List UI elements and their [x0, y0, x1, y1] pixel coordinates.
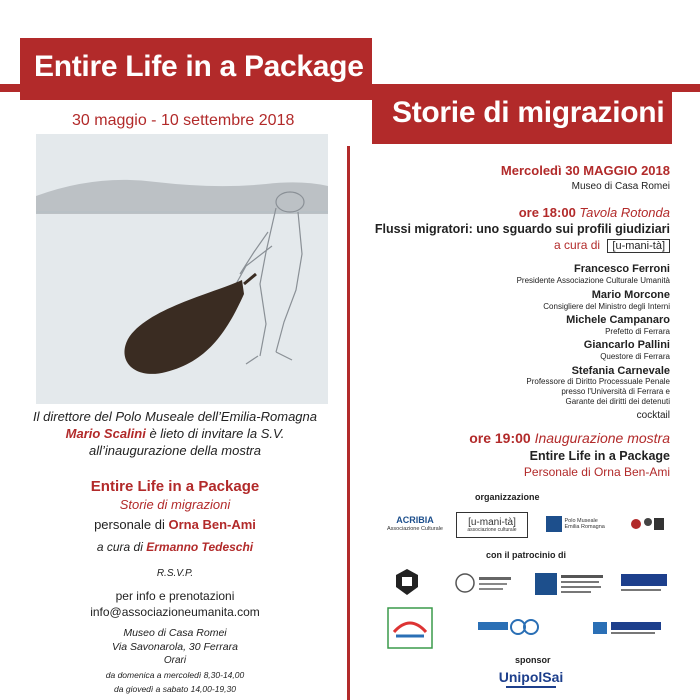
event2-sub [524, 465, 670, 479]
hours-line1: da domenica a mercoledì 8,30-14,00 [105, 670, 245, 680]
artwork-photo [36, 134, 328, 404]
program-location: Museo di Casa Romei [571, 181, 670, 192]
event2-header [469, 430, 670, 446]
invitation-line1: Il direttore del Polo Museale dell’Emilia-Romagna [33, 409, 317, 424]
speaker-5 [526, 365, 670, 407]
unipolsai-logo [498, 666, 564, 692]
speaker-name: Giancarlo Pallini [583, 339, 670, 351]
israele-70-icon [478, 616, 540, 638]
event1-curated-label: a cura di [554, 238, 601, 252]
venue-name: Museo di Casa Romei [123, 627, 227, 639]
speaker-role: Presidente Associazione Culturale Umanità [516, 276, 670, 285]
israele-logo [592, 618, 664, 638]
cocktail: cocktail [636, 410, 670, 421]
personale-prefix: personale di [94, 517, 169, 532]
program-date-text: Mercoledì 30 MAGGIO 2018 [500, 163, 670, 178]
israele-70-logo [478, 616, 540, 638]
subtitle: Storie di migrazioni [392, 96, 665, 129]
acribia-name: ACRIBIA [396, 515, 434, 526]
contact-info [10, 566, 340, 620]
acribia-logo [380, 512, 450, 536]
exhibition-dates: 30 maggio - 10 settembre 2018 [72, 112, 295, 129]
event2-time: ore 19:00 [469, 430, 531, 446]
invitation-line3: all’inaugurazione della mostra [89, 443, 261, 458]
casa-romei-logo [624, 512, 668, 536]
umanita-logo [456, 512, 528, 538]
event2-title: Entire Life in a Package [529, 449, 670, 463]
exhibition-subtitle: Storie di migrazioni [119, 497, 231, 512]
contact-email[interactable]: info@associazioneumanita.com [90, 605, 260, 619]
event1-type: Tavola Rotonda [575, 205, 670, 220]
event1-curated [554, 238, 670, 253]
event1-title: Flussi migratori: uno sguardo sui profili giudiziari [374, 222, 670, 236]
universita-ferrara-logo [450, 570, 516, 596]
speaker-role: Questore di Ferrara [600, 352, 670, 361]
polo-museale-icon [546, 516, 562, 532]
mibac-icon [619, 571, 669, 597]
speaker-name: Stefania Carnevale [571, 365, 670, 377]
unipolsai-name: UnipolSai [498, 669, 564, 686]
mibac-logo [618, 570, 670, 598]
casa-romei-icon [626, 512, 666, 536]
hours-label: Orari [163, 655, 187, 666]
curator-line [10, 538, 340, 556]
main-title: Entire Life in a Package [34, 50, 364, 83]
umanita-name: [u-mani-tà] [468, 516, 516, 528]
hours-line2: da giovedì a sabato 14,00-19,30 [114, 684, 236, 694]
info-label: per info e prenotazioni [115, 589, 235, 603]
speaker-role: Professore di Diritto Processuale Penale [526, 377, 670, 386]
organizzazione-label: organizzazione [475, 492, 540, 502]
exhibition-title: Entire Life in a Package [90, 478, 260, 495]
invitation-line2 [10, 425, 340, 442]
subtitle-box [372, 84, 672, 144]
speaker-2 [543, 290, 670, 312]
exhibition-artist-line [10, 516, 340, 534]
speaker-3 [566, 315, 670, 337]
title-banner [20, 38, 372, 100]
umanita-sub: associazione culturale [467, 526, 517, 533]
venue-info [10, 626, 340, 696]
speaker-4 [584, 340, 670, 362]
polo-museale-name: Polo Museale Emilia Romagna [564, 517, 605, 530]
speaker-name: Mario Morcone [591, 289, 670, 301]
speaker-name: Michele Campanaro [566, 314, 670, 326]
ministero-icon [533, 571, 607, 597]
curator-name: Ermanno Tedeschi [146, 540, 254, 554]
patrocinio-label: con il patrocinio di [486, 550, 567, 560]
speaker-role: Prefetto di Ferrara [605, 327, 670, 336]
comune-ferrara-logo [382, 566, 432, 598]
event2-type: Inaugurazione mostra [530, 430, 670, 446]
program-date [501, 163, 670, 178]
director-name: Mario Scalini [65, 426, 146, 441]
israele-icon [593, 619, 663, 637]
artist-name: Orna Ben-Ami [168, 517, 256, 532]
speaker-role-3: Garante dei diritti dei detenuti [565, 397, 670, 406]
venue-address: Via Savonarola, 30 Ferrara [112, 641, 238, 653]
comune-ferrara-icon [392, 567, 422, 597]
polo-museale-logo [542, 512, 612, 536]
ministero-beni-culturali-logo [532, 570, 608, 598]
event1-header [519, 205, 670, 220]
sponsor-label: sponsor [515, 655, 551, 665]
speaker-name: Francesco Ferroni [574, 263, 670, 275]
universita-ferrara-icon [453, 571, 513, 595]
curator-prefix: a cura di [96, 540, 147, 554]
speaker-role-2: presso l'Università di Ferrara e [561, 387, 670, 396]
column-divider [347, 146, 350, 700]
exhibition-info [10, 478, 340, 556]
event1-time: ore 18:00 [518, 205, 576, 220]
unipolsai-underline [506, 686, 556, 688]
umanita-logo-inline: [u-mani-tà] [607, 239, 670, 253]
acribia-sub: Associazione Culturale [387, 525, 443, 532]
hfca-logo [384, 606, 436, 650]
speaker-1 [517, 264, 670, 286]
speaker-role: Consigliere del Ministro degli Interni [543, 302, 670, 311]
hfca-icon [386, 606, 434, 650]
artwork-illustration [36, 134, 328, 404]
invitation-text [10, 408, 340, 459]
invitation-line2-rest: è lieto di invitare la S.V. [145, 426, 285, 441]
event2-sub-text: Personale di Orna Ben-Ami [523, 465, 670, 479]
rsvp: R.S.V.P. [156, 568, 194, 579]
